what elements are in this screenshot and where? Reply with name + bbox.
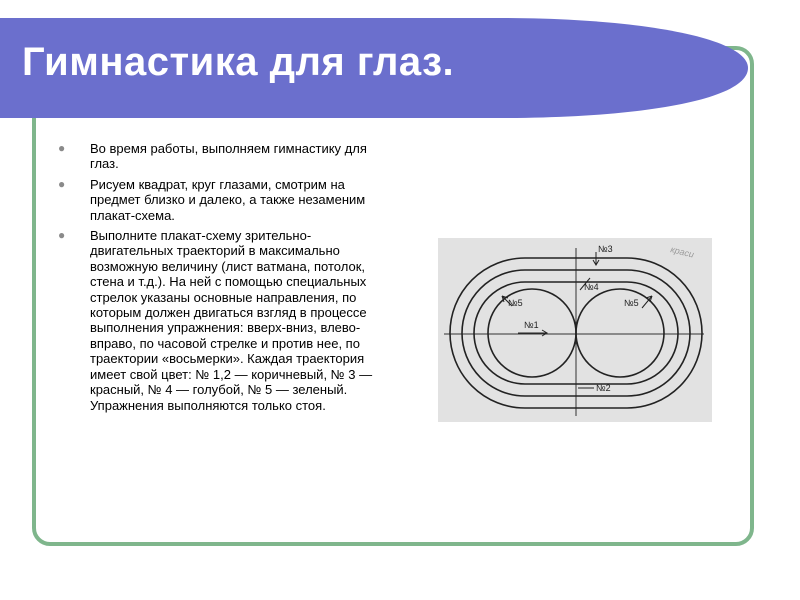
bullet-text: Выполните плакат-схему зрительно-двигательных траекторий в максимально возможную величину (лист ватмана, потолок, стена и т.д.). На ней с помощью специальных стрелок указаны основные направления, по которым должен двигаться взгляд в процессе выполнения упражнения: вверх-вниз, влево-вправо, по часовой стрелке и против нее, по траектории «восьмерки». Каждая траектория имеет свой цвет: № 1,2 — коричневый, № 3 — красный, № 4 — голубой, № 5 — зеленый. Упражнения выполняются только стоя.: [90, 228, 373, 413]
eye-trajectory-diagram: [438, 238, 712, 422]
label-5-left: №5: [508, 298, 523, 308]
bullet-item: [58, 141, 388, 172]
trajectory-drawing: [438, 238, 712, 422]
bullet-text: Во время работы, выполняем гимнастику для глаз.: [90, 141, 367, 172]
bullet-icon: ●: [58, 228, 66, 243]
label-4: №4: [584, 282, 599, 292]
corner-handwriting: краси: [669, 244, 695, 260]
label-3: №3: [598, 244, 613, 254]
label-5-right: №5: [624, 298, 639, 308]
bullet-item: [58, 177, 388, 223]
bullet-item: [58, 228, 388, 413]
bullet-list: [58, 141, 388, 418]
label-1: №1: [524, 320, 539, 330]
slide-title: Гимнастика для глаз.: [22, 40, 455, 84]
bullet-text: Рисуем квадрат, круг глазами, смотрим на предмет близко и далеко, а также незаменим плакат-схема.: [90, 176, 366, 223]
trajectory-5-right-circle: [576, 289, 664, 377]
bullet-icon: ●: [58, 141, 66, 155]
label-2: №2: [596, 383, 611, 393]
bullet-icon: ●: [58, 176, 66, 191]
